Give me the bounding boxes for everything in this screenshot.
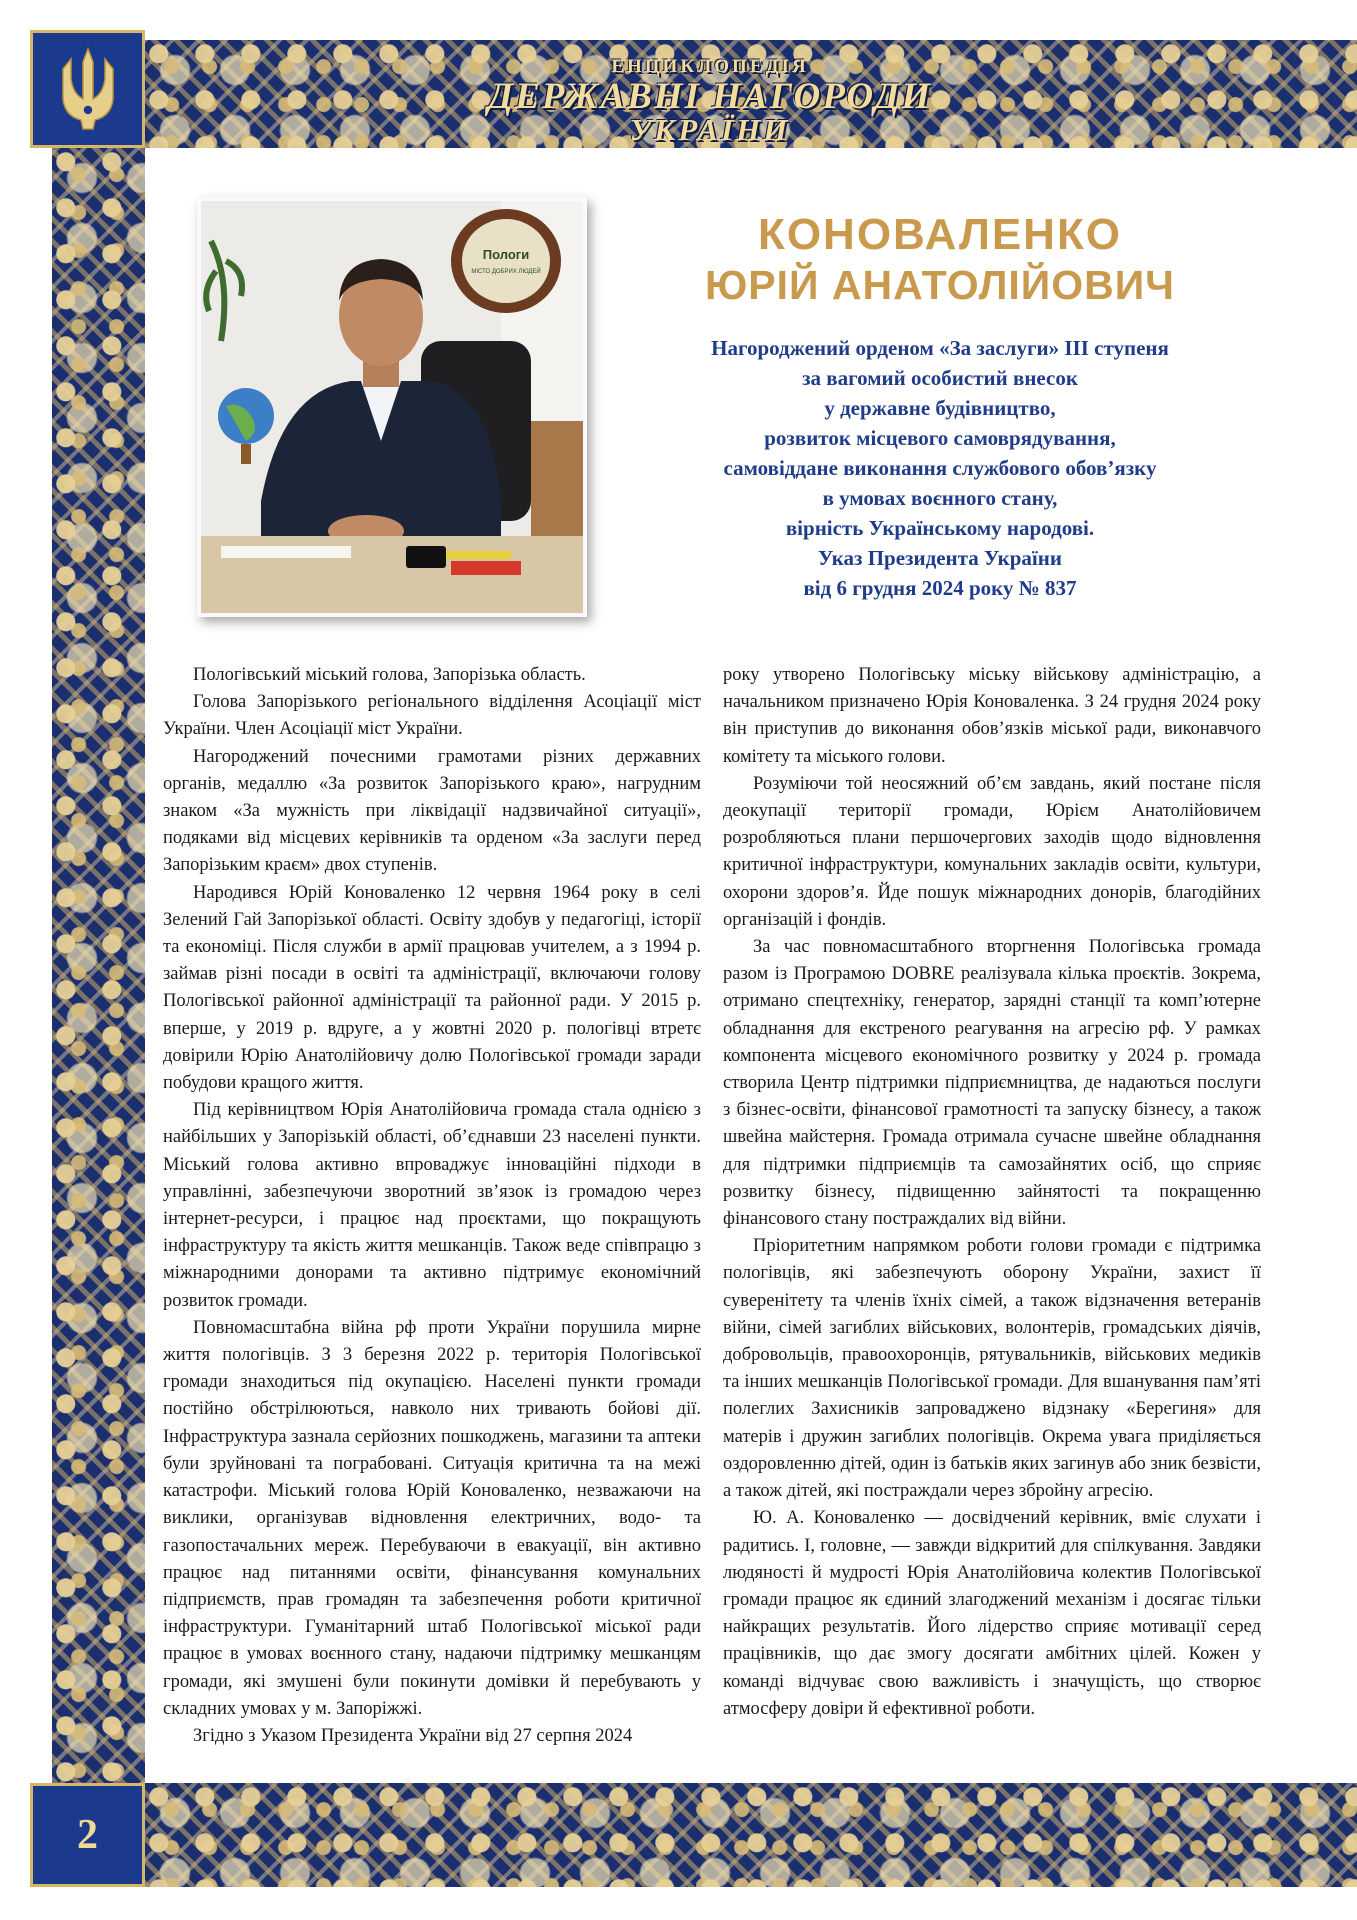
person-surname: КОНОВАЛЕНКО (757, 210, 1123, 259)
paragraph: Пріоритетним напрямком роботи голови громади є підтримка пологівців, які забезпечують оборону України, захист її суверенітету та членів їхніх сімей, а також відзначення ветеранів війни, сімей загиблих військових, волонтерів, громадських діячів, добровольців, правоохоронців, рятувальників, військових медиків та інших мешканців Пологівської громади. Для вшанування пам’яті полеглих Захисників запроваджено відзнаку «Берегиня» для матерів і дружин загиблих пологівців. Окрема увага приділяється оздоровленню дітей, один із батьків яких загинув або зник безвісти, а також дітей, які постраждали через збройну агресію. (723, 1236, 1261, 1502)
right-text-column (723, 662, 1261, 1723)
footer-ornament-band (145, 1783, 1357, 1887)
paragraph: За час повномасштабного вторгнення Пологівська громада разом із Програмою DOBRE реалізувала кілька проєктів. Зокрема, отримано спецтехніку, генератор, зарядні станції та комп’ютерне обладнання для екстреного реагування на агресію рф. У рамках компонента місцевого економічного розвитку у 2024 р. громада створила Центр підтримки підприємництва, де надаються послуги з бізнес-освіти, фінансової грамотності та запуску бізнесу, а також швейна майстерня. Громада отримала сучасне швейне обладнання для підтримки підприємців та самозайнятих осіб, що сприяє розвитку бізнесу, підвищенню зайнятості та покращенню фінансового стану постраждалих від війни. (723, 937, 1261, 1230)
left-text-column (163, 662, 701, 1750)
award-statement (650, 333, 1230, 603)
award-line: в умовах воєнного стану, (822, 486, 1058, 510)
paragraph: Народився Юрій Коноваленко 12 червня 1964 року в селі Зелений Гай Запорізької області. Освіту здобув у педагогіці, історії та економіці. Після служби в армії працював учителем, а з 1994 р. займав різні посади в освіті та адміністрації, включаючи голову Пологівської районної адміністрації та районної ради. У 2015 р. вперше, у 2019 р. вдруге, а у жовтні 2020 р. пологівці втретє довірили Юрію Анатолійовичу долю Пологівської громади заради побудови кращого життя. (163, 882, 701, 1094)
award-line: від 6 грудня 2024 року № 837 (803, 576, 1077, 600)
paragraph: Під керівництвом Юрія Анатолійовича громада стала однією з найбільших у Запорізькій області, об’єднавши 23 населені пункти. Міський голова активно впроваджує інноваційні підходи в управлінні, забезпечуючи зворотний зв’язок із громадою через інтернет-ресурси, і працює над проєктами, що покращують інфраструктуру та якість життя мешканців. Також веде співпрацю з міжнародними донорами та активно підтримує економічний розвиток громади. (163, 1100, 701, 1311)
banner-line-2: ДЕРЖАВНІ НАГОРОДИ (487, 76, 933, 117)
trident-icon (53, 44, 123, 134)
portrait-illustration (201, 201, 583, 613)
left-ornament-border (52, 148, 145, 1783)
award-line: вірність Українському народові. (785, 516, 1095, 540)
paragraph: Розуміючи той неосяжний об’єм завдань, який постане після деокупації території громади, Юрієм Анатолійовичем розробляються плани першочергових заходів щодо відновлення критичної інфраструктури, комунальних закладів освіти, культури, охорони здоров’я. Йде пошук міжнародних донорів, благодійних організацій і фондів. (723, 773, 1261, 930)
paragraph: Згідно з Указом Президента України від 27 серпня 2024 (193, 1725, 633, 1746)
plaque-subtitle: МІСТО ДОБРИХ ЛЮДЕЙ (471, 269, 541, 275)
plaque-title: Пологи (482, 247, 530, 262)
award-line: розвиток місцевого самоврядування, (764, 426, 1116, 450)
paragraph: Голова Запорізького регіонального відділення Асоціації міст України. Член Асоціації міст України. (163, 692, 701, 740)
paragraph: року утворено Пологівську міську військову адміністрацію, а начальником призначено Юрія Коноваленка. З 24 грудня 2024 року він приступив до виконання обов’язків міської ради, виконавчого комітету та міського голови. (723, 665, 1261, 767)
person-given-names: ЮРІЙ АНАТОЛІЙОВИЧ (705, 262, 1175, 308)
coat-of-arms-corner (30, 30, 145, 148)
paragraph: Пологівський міський голова, Запорізька область. (193, 665, 586, 685)
page-number-box (30, 1783, 145, 1887)
person-name (640, 210, 1240, 310)
paragraph: Нагороджений почесними грамотами різних державних органів, медаллю «За розвиток Запорізького краю», нагрудним знаком «За мужність при ліквідації надзвичайної ситуації», подяками від місцевих керівників та орденом «За заслуги перед Запорізьким краєм» двох ступенів. (163, 746, 701, 876)
award-line: самовіддане виконання службового обов’язку (723, 456, 1157, 480)
banner-line-1: ЕНЦИКЛОПЕДІЯ (611, 56, 809, 77)
award-line: Указ Президента України (818, 546, 1062, 570)
award-line: у державне будівництво, (824, 396, 1056, 420)
encyclopedia-banner (450, 52, 970, 147)
award-line: за вагомий особистий внесок (802, 366, 1078, 390)
banner-line-3: УКРАЇНИ (629, 112, 791, 147)
award-line: Нагороджений орденом «За заслуги» III ступеня (711, 336, 1169, 360)
paragraph: Ю. А. Коноваленко — досвідчений керівник, вміє слухати і радитись. І, головне, — завжди відкритий для спілкування. Завдяки людяності й мудрості Юрія Анатолійовича колектив Пологівської громади працює як єдиний злагоджений механізм і досягає тільки найкращих результатів. Його лідерство сприяє мотивації серед працівників, що дає змогу досягати амбітних цілей. Кожен у команді відчуває свою важливість і значущість, що створює атмосферу довіри й ефективної роботи. (723, 1508, 1261, 1719)
paragraph: Повномасштабна війна рф проти України порушила мирне життя пологівців. З 3 березня 2022 р. територія Пологівської громади знаходиться під окупацією. Населені пункти громади постійно обстрілюються, навколо них тривають бойові дії. Інфраструктура зазнала серйозних пошкоджень, магазини та аптеки були зруйновані та пограбовані. Ситуація критична та на межі катастрофи. Міський голова Юрій Коноваленко, незважаючи на виклики, організував відновлення електричних, водо- та газопостачальних мереж. Перебуваючи в евакуації, він активно працює над питаннями освіти, фінансування комунальних підприємств, прав громадян та забезпечення роботи критичної інфраструктури. Гуманітарний штаб Пологівської міської ради працює в умовах воєнного стану, надаючи підтримку мешканцям громади, які змушені були покинути домівки й перебувають у складних умовах у м. Запоріжжі. (163, 1317, 701, 1719)
portrait-photo (197, 197, 587, 617)
page-number: 2 (77, 1812, 98, 1858)
